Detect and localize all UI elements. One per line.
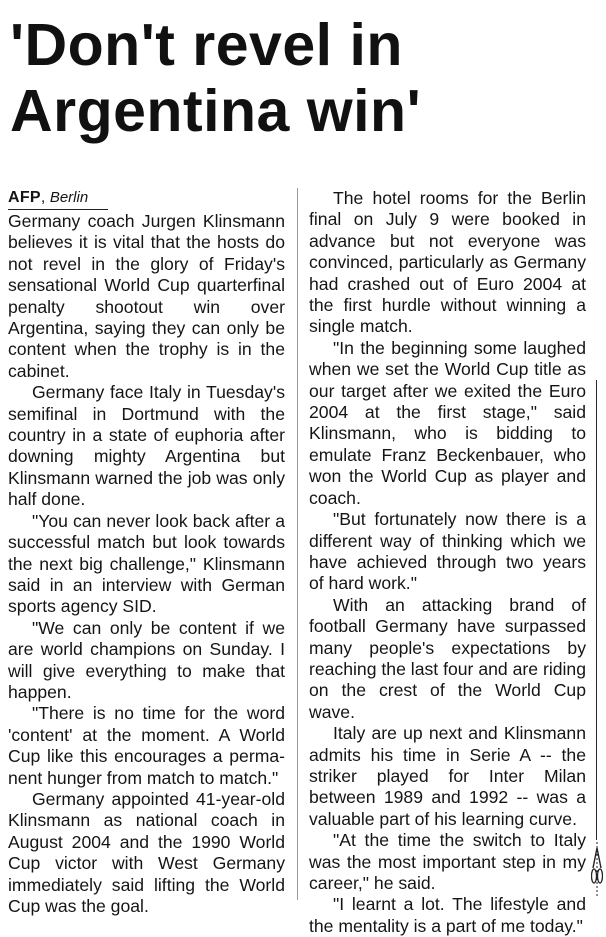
column-divider <box>297 188 298 900</box>
headline: 'Don't revel in Argentina win' <box>10 12 422 144</box>
paragraph: "I learnt a lot. The lifestyle and the mentality is a part of me today." <box>309 894 586 936</box>
paragraph: "We can only be content if we are world champions on Sunday. I will give everything to make that happen. <box>8 617 285 702</box>
paragraph: "But fortunately now there is a different way of thinking which we have achieved through two years of hard work." <box>309 509 586 594</box>
paragraph: With an attacking brand of football Germany have surpassed many people's expectations by reaching the last four and are riding on the crest of the World Cup wave. <box>309 594 586 722</box>
paragraph: Germany face Italy in Tuesday's semifinal in Dortmund with the country in a state of euphoria after downing mighty Argentina but Klinsmann warned the job was only half done. <box>8 382 285 510</box>
byline-place: Berlin <box>49 189 89 206</box>
paragraph: Germany appointed 41-year-old Klinsmann as national coach in August 2004 and the 1990 World Cup victor with West Germany immediately said lifting the World Cup was the goal. <box>8 788 285 916</box>
article-column-left <box>8 188 285 917</box>
paragraph: The hotel rooms for the Berlin final on July 9 were booked in advance but not everyone was convinced, particularly as Germany had crashed out of Euro 2004 at the first hurdle without winning a single match. <box>309 188 586 337</box>
paragraph: "You can never look back after a successful match but look towards the next big challenge," Klinsmann said in an interview with German sports agency SID. <box>8 510 285 617</box>
paragraph: Germany coach Jurgen Klinsmann believes it is vital that the hosts do not revel in the glory of Friday's sensational World Cup quarterfinal penalty shootout win over Argentina, saying they can only be content when the trophy is in the cabinet. <box>8 211 285 381</box>
byline-separator: , <box>40 189 46 206</box>
clipping-edge-line <box>596 380 597 840</box>
scissors-icon <box>591 842 603 898</box>
paragraph: Italy are up next and Klinsmann admits his time in Serie A -- the striker played for Inter Milan between 1989 and 1992 -- was a valuable part of his learning curve. <box>309 723 586 829</box>
byline <box>8 188 108 210</box>
paragraph: "At the time the switch to Italy was the most important step in my career," he said. <box>309 830 586 893</box>
paragraph: "In the beginning some laughed when we set the World Cup title as our target after we exited the Euro 2004 at the first stage," said Klinsmann, who is bidding to emulate Franz Beckenbauer, who won the World Cup as player and coach. <box>309 337 586 508</box>
article-column-right <box>309 188 586 937</box>
paragraph: "There is no time for the word 'content' at the moment. A World Cup like this encourages a perma-nent hunger from match to match." <box>8 703 285 788</box>
byline-agency: AFP <box>8 189 41 206</box>
